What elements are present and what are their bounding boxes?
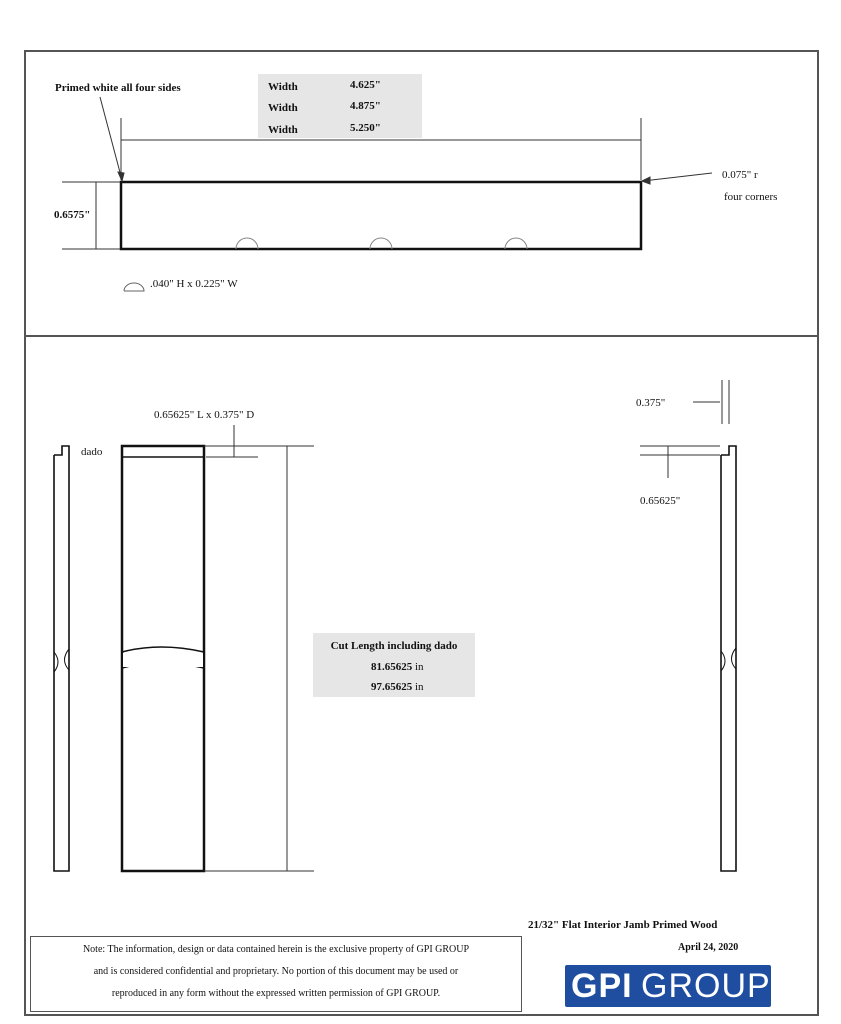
gpi-group-logo [565, 965, 771, 1007]
cut-length-row [371, 660, 424, 674]
thickness-label: 0.6575" [54, 209, 91, 221]
width-label: Width [268, 102, 298, 114]
dado-length-label: 0.65625" [640, 495, 681, 507]
width-table [258, 74, 422, 138]
logo-group-text: GROUP [641, 967, 771, 1005]
logo-gpi-text: GPI [571, 967, 633, 1005]
cut-length-title: Cut Length including dado [330, 640, 458, 652]
radius-label: 0.075" r [722, 169, 758, 181]
jamb-cross-section [121, 182, 641, 249]
width-value: 5.250" [350, 122, 381, 134]
confidentiality-note [30, 936, 522, 1012]
break-gap [123, 653, 203, 667]
cut-length-box [313, 633, 475, 697]
cut-length-dimension [204, 425, 314, 871]
dado-label: dado [81, 446, 103, 458]
width-label: Width [268, 81, 298, 93]
dado-spec: 0.65625" L x 0.375" D [154, 409, 255, 421]
cut-length-unit: in [415, 661, 424, 673]
dado-depth-label: 0.375" [636, 397, 666, 409]
cut-length-value: 97.65625 [371, 681, 413, 693]
drawing-date: April 24, 2020 [678, 942, 739, 953]
cut-length-row [371, 680, 424, 694]
right-side-profile [721, 446, 736, 871]
cut-length-value: 81.65625 [371, 661, 413, 673]
width-value: 4.875" [350, 100, 381, 112]
relief-symbol [124, 283, 144, 291]
note-line: Note: The information, design or data contained herein is the exclusive property of GPI GROUP [82, 944, 470, 955]
dado-detail-dimensions [640, 380, 729, 478]
cut-length-unit: in [415, 681, 424, 693]
width-label: Width [268, 124, 298, 136]
width-value: 4.625" [350, 79, 381, 91]
left-side-profile [54, 446, 69, 871]
primed-label: Primed white all four sides [55, 82, 181, 94]
note-line: and is considered confidential and proprietary. No portion of this document may be used or [93, 966, 459, 977]
note-line: reproduced in any form without the expressed written permission of GPI GROUP. [111, 988, 441, 999]
radius-note: four corners [724, 191, 778, 203]
drawing-title: 21/32" Flat Interior Jamb Primed Wood [528, 919, 718, 931]
relief-spec: .040" H x 0.225" W [150, 278, 238, 290]
